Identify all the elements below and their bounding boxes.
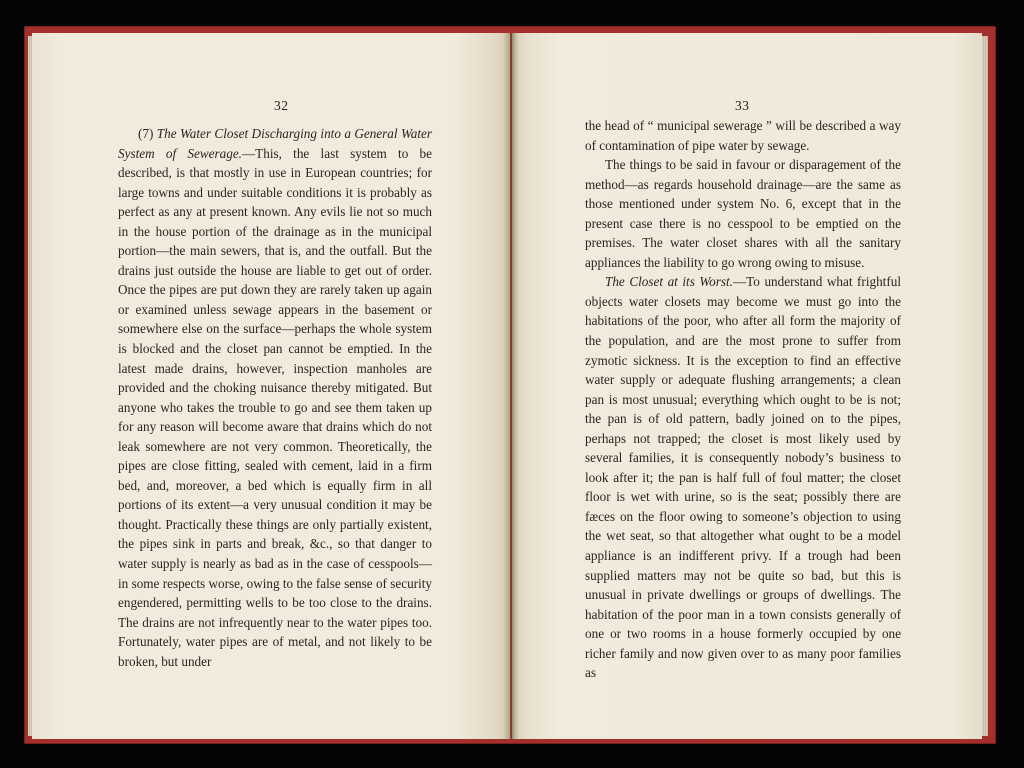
section-number: (7) [138, 126, 157, 141]
page-number: 32 [274, 98, 289, 113]
paragraph [585, 272, 901, 682]
body-text [118, 124, 432, 671]
section-title: The Closet at its Worst. [605, 274, 733, 290]
paragraph: the head of “ municipal sewerage ” will be described a way of contamination of pipe water by sewage. [585, 118, 901, 153]
page-number: 33 [735, 98, 750, 113]
paragraph-text: —To understand what frightful objects water closets may become we must go into the habitations of the poor, who after all form the majority of the population, and are the most prone to suffer from zymotic sickness. It is the exception to find an effective water supply or adequate flushing arrangements; a clean pan is most unusual; everything which ought to be is not; the pan is of old pattern, badly joined on to the pipes, perhaps not trapped; the closet is most likely used by several families, it is consequently nobody’s business to look after it; the pan is half full of foul matter; the closet floor is wet with urine, so is the seat; possibly there are fæces on the floor owing to someone’s objection to using the wet seat, so that altogether what ought to be a model appliance is an indifferent privy. If a trough had been supplied matters may not be quite so bad, but this is unusual in private dwellings or groups of dwellings. The habitation of the poor man in a town consists generally of one or two rooms in a house formerly occupied by one richer family and now given over to as many poor families as [585, 274, 901, 681]
paragraph: The things to be said in favour or disparagement of the method—as regards household drainage—are the same as those mentioned under system No. 6, except that in the present case there is no cesspool to be emptied on the premises. The water closet shares with all the sanitary appliances the liability to go wrong owing to misuse. [585, 157, 901, 270]
paragraph-text: —This, the last system to be described, is that mostly in use in European countries; for large towns and under suitable conditions it is probably as perfect as any at present known. Any evils lie not so much in the house portion of the drainage as in the municipal portion—the main sewers, that is, and the outfall. But the drains just outside the house are liable to get out of order. Once the pipes are put down they are rarely taken up again or examined unless sewage appears in the basement or somewhere else on the surface—perhaps the whole system is blocked and the closet pan cannot be emptied. In the latest made drains, however, inspection manholes are provided and the choking nuisance thereby mitigated. But anyone who takes the trouble to go and see them taken up for any reason will become aware that drains which do not leak somewhere are not very common. Theoretically, the pipes are close fitting, sealed with cement, laid in a firm bed, and, moreover, a bed which is equally firm in all portions of its extent—a very unusual condition it may be thought. Practically these things are only partially existent, the pipes sink in parts and break, &c., so that danger to water supply is nearly as bad as in the case of cesspools—in some respects worse, owing to the false sense of security engendered, permitting wells to be too close to the drains. The drains are not infrequently near to the water pipes too. Fortunately, water pipes are of metal, and not likely to be broken, but under [118, 145, 432, 669]
book-gutter [503, 33, 519, 739]
right-page [512, 33, 982, 739]
section-title: The Water Closet Discharging into a General Water System of Sewerage. [118, 126, 432, 161]
left-page [32, 33, 510, 739]
paragraph [118, 124, 432, 671]
page-edges-right [982, 36, 988, 736]
body-text [585, 116, 901, 683]
